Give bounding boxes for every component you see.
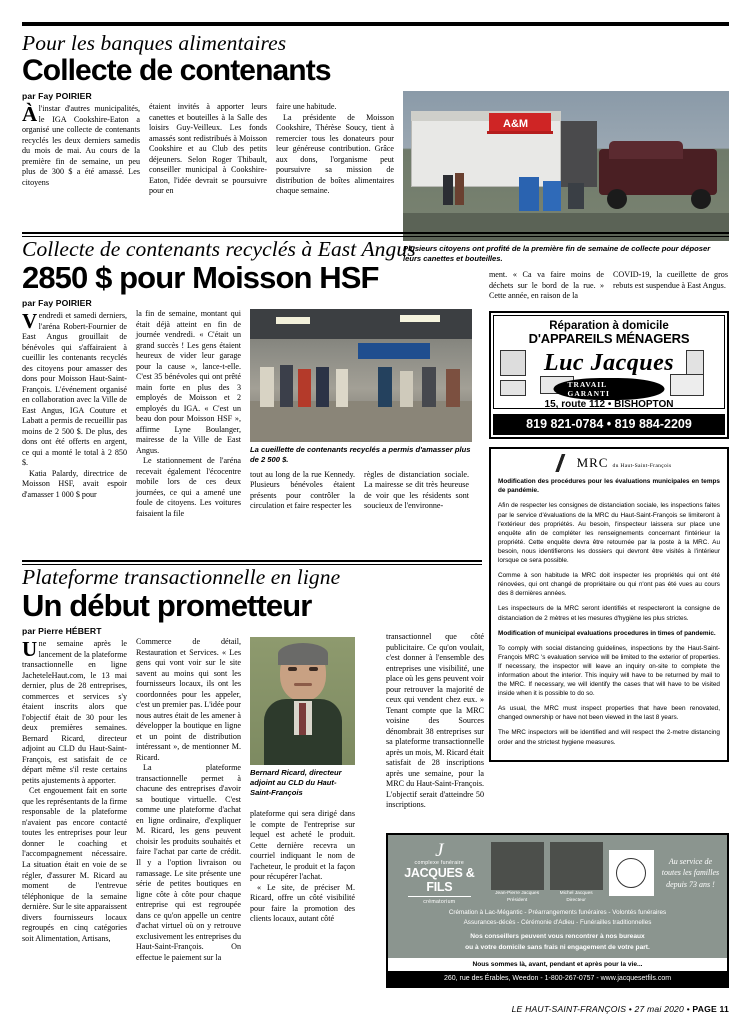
article1-headline: Collecte de contenants: [22, 53, 331, 87]
divider-1: [22, 232, 729, 234]
article3-column-3-wrap: [386, 632, 484, 811]
article1-kicker: Pour les banques alimentaires: [22, 31, 287, 55]
ad-luc-badge: TRAVAIL GARANTI: [554, 378, 665, 400]
article3-column-3: transactionnel que côté publicitaire. Ce qu'on voulait, c'est donner à l'ensemble des entreprises une visibilité, une place où les gens peuvent voir pour retrouver la majorité de ceux qui vendent chez eux. » Tenant compte que la MRC voisine des Sources dénombrait 38 entreprises sur sa plateforme transactionnelle après un mois, M. Ricard était satisfait de 28 inscriptions après une semaine, pour la MRC du Haut-Saint-François. L'objectif serait d'atteindre 50 inscriptions.: [386, 632, 484, 810]
jf-person-2: [550, 842, 603, 904]
mrc-title-en: Modification of municipal evaluations procedures in times of pandemic.: [498, 629, 716, 637]
mrc-logo-word: MRC: [576, 454, 609, 470]
mrc-logo-subtitle: du Haut-Saint-François: [612, 462, 672, 469]
article3-kicker: Plateforme transactionnelle en ligne: [22, 565, 341, 589]
article1-column-3: faire une habitude. La présidente de Moisson Cookshire, Thérèse Soucy, tient à remercier tous les donateurs pour leur généreuse contribution. Grâce aux dons, l'organisme peut poursuivre sa mission de distribution de boîtes alimentaires chaque semaine.: [276, 102, 394, 196]
footer-paper: LE HAUT-SAINT-FRANÇOIS • 27 mai 2020 •: [511, 1004, 693, 1014]
article2-headline: 2850 $ pour Moisson HSF: [22, 259, 379, 295]
jf-person-1-name: Jean-Pierre Jacques: [495, 891, 540, 897]
ad-luc-phones[interactable]: 819 821-0784 • 819 884-2209: [493, 414, 725, 435]
ad-jacques-et-fils[interactable]: [386, 833, 729, 988]
footer-page: PAGE 11: [692, 1004, 729, 1014]
article2-column-1: Vendredi et samedi derniers, l'aréna Robert-Fournier de East Angus grouillait de bénévoles qui s'affairaient à cueillir les contenants recyclés des citoyens pour amasser des dons pour Moisson Haut-Saint-François. L'événement organisé en collaboration avec la Ville de East Angus, IGA Couture et Labatt a permis de recueillir pas moins de 2 500 $. De plus, des dons ont été offerts en argent, ce qui a monté le total à 2 850 $. Katia Palardy, directrice de Moisson HSF, avait espoir d'amasser 1 000 $ pour: [22, 309, 127, 499]
article-east-angus: [22, 238, 482, 519]
jf-brand-name: JACQUES & FILS: [404, 866, 475, 894]
article3-photo-block: [250, 637, 355, 963]
article2-column-3: tout au long de la rue Kennedy. Plusieurs bénévoles étaient présents pour contrôler la circulation et faire respecter les: [250, 469, 355, 511]
article1-column-1: Àl'instar d'autres municipalités, le IGA Cookshire-Eaton a organisé une collecte de contenants recyclés les deux derniers samedis du mois de mai. Au cours de la première fin de semaine, un peu plus de 300 $ a été amassé. Les citoyens: [22, 102, 140, 187]
article3-byline: par Pierre HÉBERT: [22, 626, 102, 637]
article2-rail-continuation: [489, 270, 729, 302]
jf-association-seal-icon: [609, 850, 654, 896]
jf-monogram-icon: J: [435, 840, 444, 861]
ad-luc-name: Luc Jacques: [543, 349, 675, 376]
jf-person-2-photo: [550, 842, 603, 890]
microwave-icon: [500, 380, 526, 396]
article2-photo: [250, 309, 472, 442]
article1-column-2: étaient invités à apporter leurs canettes et bouteilles à la Salle des loisirs Guy-Veilleux. Les fonds amassés sont redistribués à Moisson Cookshire et au Club des petits déjeuners. Selon Roger Thibault, conseiller municipal à Cookshire-Eaton, l'idée devrait se poursuivre pour en: [149, 102, 267, 196]
article1-photo: A&M: [403, 91, 729, 241]
jf-advisors-line1: Nos conseillers peuvent vous rencontrer à nos bureaux: [470, 933, 645, 941]
top-rule: [22, 22, 729, 26]
jf-brand-sub: crématorium: [423, 899, 456, 905]
jf-person-1-photo: [491, 842, 544, 890]
jf-brand-top: complexe funéraire: [414, 860, 465, 866]
article1-photo-caption: Plusieurs citoyens ont profité de la première fin de semaine de collecte pour déposer leurs canettes et bouteilles.: [403, 244, 711, 263]
ad-luc-artwork: [498, 348, 720, 408]
article2-photo-caption: La cueillette de contenants recyclés a permis d'amasser plus de 2 500 $.: [250, 445, 471, 464]
article2-photo-block: [250, 309, 472, 519]
divider-2: [22, 560, 482, 562]
page-footer: [512, 1004, 729, 1014]
jf-tagline: Nous sommes là, avant, pendant et après pour la vie...: [388, 958, 727, 971]
jf-contact[interactable]: 260, rue des Érables, Weedon - 1-800-267-0757 - www.jacquesetfils.com: [388, 971, 727, 986]
article2-byline: par Fay POIRIER: [22, 298, 92, 309]
mrc-logo: [498, 454, 720, 472]
article-food-banks: [22, 22, 729, 264]
mrc-p1-fr: Afin de respecter les consignes de distanciation sociale, les inspections faites par le service d'évaluations de la MRC du Haut-Saint-François se limiteront à l'extérieur des propriétés. Au besoin, l'inspecteur laissera sur place une enquête afin de compléter les renseignements concernant l'intérieur la propriété. Cette enquête devra être retournée par la poste à la MRC. Au besoin, nous identifierons les dossiers qui devront être visités à l'intérieur lorsque ce sera possible.: [498, 502, 720, 565]
jf-advisors-line2: ou à votre domicile sans frais ni engagement de votre part.: [465, 943, 650, 951]
mrc-p3-en: The MRC inspectors will be identified and will respect the 2-metre distancing order and the strictest hygiene measures.: [498, 729, 720, 746]
jf-services-line2: Assurances-décès - Cérémonie d'Adieu - Funérailles traditionnelles: [463, 919, 652, 927]
article1-byline: par Fay POIRIER: [22, 91, 92, 102]
jf-services: [388, 907, 727, 932]
mrc-p2-fr: Comme à son habitude la MRC doit inspecter les propriétés qui ont été rénovées, qui ont changé de propriétaire ou qui n'ont pas été vues au cours des 8 dernières années.: [498, 572, 720, 598]
jf-person-2-name: Michel Jacques: [559, 891, 593, 897]
jf-brand-block: [394, 841, 485, 905]
jf-person-2-title: Directeur: [566, 897, 586, 903]
article2-column-4: règles de distanciation sociale. La mairesse se dit très heureuse de voir que les résidents sont soucieux de l'environne-: [364, 469, 469, 511]
article3-column-4: plateforme qui sera dirigé dans le compte de l'entreprise sur lequel est acheté le produit. Cette dernière recevra un courriel indiquant le nom de l'acheteur, le produit et la façon pour récupérer l'achat. « Le site, de préciser M. Ricard, offre un côté visibilité pour faire la promotion des clients locaux, autant côté: [250, 809, 355, 924]
article3-headline: Un début prometteur: [22, 587, 312, 623]
mrc-p1-en: To comply with social distancing guidelines, inspections by the Haut-Saint-François MRC 's evaluation service will be limited to the exterior of properties. If necessary, the inspector will leave an inquiry on-site to complete the information about the interior. This inquiry will have to be returned by mail to the MRC. If necessary, we will identify the cases that will have to be visited inside when it is possible to do so.: [498, 644, 720, 698]
article2-column-2: la fin de semaine, montant qui était déjà atteint en fin de journée vendredi. « C'était un grand succès ! Les gens étaient heureux de vider leur garage pour la cause », lance-t-elle. C'est 35 bénévoles qui ont prêté main forte en plus des 3 employés de Moisson et 2 employés du IGA. « C'est un beau don pour Moisson HSF », affirme Lyne Boulanger, mairesse de la Ville de East Angus. Le stationnement de l'aréna recevait également l'écocentre mobile lors de ces deux journées, ce qui a amené une foule de citoyens. Les voitures faisaient la file: [136, 309, 241, 518]
article2-kicker: Collecte de contenants recyclés à East Angus: [22, 237, 416, 261]
mrc-title-fr: Modification des procédures pour les évaluations municipales en temps de pandémie.: [498, 478, 720, 495]
article3-portrait-photo: [250, 637, 355, 765]
jf-services-line1: Crémation à Lac-Mégantic - Préarrangements funéraires - Volontés funéraires: [448, 909, 667, 916]
jf-slogan: Au service de toutes les familles depuis 73 ans !: [661, 856, 720, 889]
jf-advisors: [388, 932, 727, 958]
ad-luc-address: 15, route 112 • BISHOPTON: [544, 398, 674, 410]
ad-luc-heading: [498, 320, 720, 347]
ad-mrc-notice: [489, 447, 729, 762]
mrc-p2-en: As usual, the MRC must inspect properties that have been renovated, changed ownership or have not been viewed in the last 8 years.: [498, 705, 720, 722]
article3-photo-caption: Bernard Ricard, directeur adjoint au CLD du Haut-Saint-François: [250, 768, 342, 797]
ad-luc-line1: Réparation à domicile: [549, 319, 669, 332]
jf-person-1: [491, 842, 544, 904]
ad-luc-jacques[interactable]: [489, 311, 729, 439]
article2-rail-column-1: ment. « Ca va faire moins de déchets sur le bord de la rue. » Cette année, en raison de la: [489, 270, 604, 301]
article3-column-2: Commerce de détail, Restauration et Services. « Les gens qui vont voir sur le site savent au moins qui sont les fournisseurs locaux, ils ont les coordonnées pour les appeler, c'est un premier pas. L'idée pour nous autres était de les amener à développer la boutique en ligne et un point de distribution intéressant », de mentionner M. Ricard. La plateforme transactionnelle permet à chacune des entreprises d'avoir sa boutique virtuelle. C'est comme une plateforme d'achat en ligne ordinaire, d'expliquer M. Ricard, les gens peuvent choisir les produits souhaités et faire l'achat par carte de crédit. Il y a l'option livraison ou ramassage. Le site présente une série de petites boutiques en ligne côte à côte pour chaque entreprise qui est regroupée dans ce qu'on appelle un centre d'achat virtuel où on y retrouve exclusivement les entreprises du Haut-Saint-François. On effectue le paiement sur la: [136, 637, 241, 962]
dryer-icon: [670, 374, 704, 396]
article3-column-1: Une semaine après le lancement de la plateforme transactionnelle en ligne JacheteleHaut.com, le 13 mai dernier, plus de 28 entreprises, commerces et services s'y étaient inscrits alors que l'objectif était de 30 pour les deux premières semaines. Bernard Ricard, directeur adjoint au CLD du Haut-Saint-François, est satisfait de ce départ même s'il reste certains petits ajustements à apporter. Cet engouement fait en sorte que les représentants de la firme responsable de la plateforme n'avaient pas encore contacté toutes les entreprises pour leur donner le coaching et l'accompagnement nécessaire. La situation était en voie de se régler, d'assurer M. Ricard au moment de l'entrevue téléphonique de la semaine dernière. Sur le site apparaissent divers fournisseurs locaux regroupés en cinq catégories soit Alimentation, Artisans,: [22, 637, 127, 943]
ad-luc-line2: D'APPAREILS MÉNAGERS: [528, 331, 690, 347]
mrc-p3-fr: Les inspecteurs de la MRC seront identifiés et respecteront la consigne de distanciation de 2 mètres et les mesures d'hygiène les plus strictes.: [498, 605, 720, 622]
article2-rail-column-2: COVID-19, la cueillette de gros rebuts est suspendue à East Angus.: [613, 270, 728, 290]
jf-person-1-title: Président: [506, 897, 528, 903]
right-rail: [489, 270, 729, 762]
